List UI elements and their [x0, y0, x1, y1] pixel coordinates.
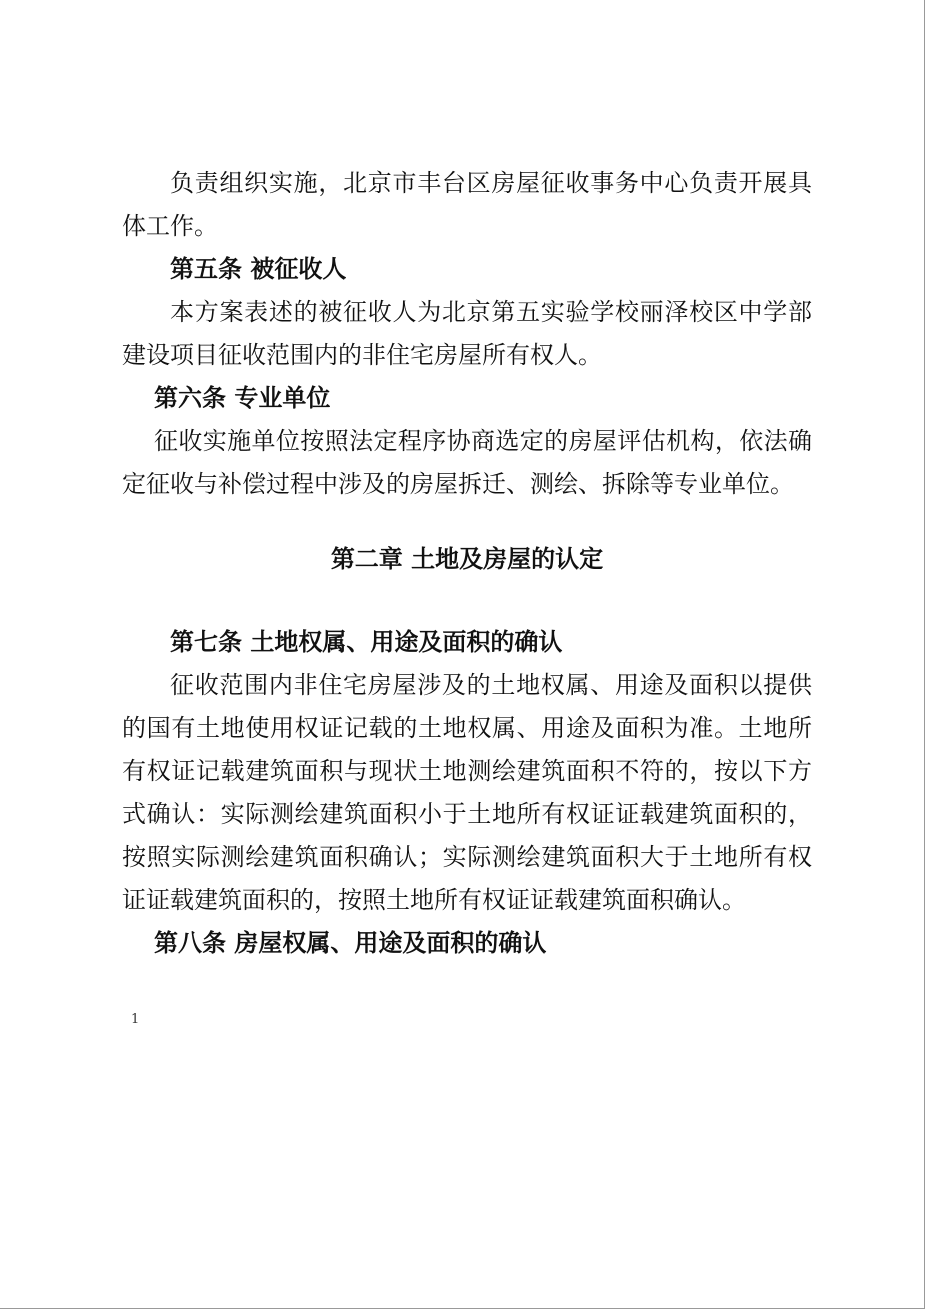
chapter-2-heading: 第二章 土地及房屋的认定 [330, 545, 604, 573]
article-5-heading: 第五条 被征收人 [170, 255, 347, 283]
article-6-body: 征收实施单位按照法定程序协商选定的房屋评估机构，依法确定征收与补偿过程中涉及的房屋拆迁、测绘、拆除等专业单位。 [122, 427, 812, 498]
article-8-heading: 第八条 房屋权属、用途及面积的确认 [154, 929, 547, 957]
article-6-heading: 第六条 专业单位 [154, 384, 331, 412]
article-5-body: 本方案表述的被征收人为北京第五实验学校丽泽校区中学部建设项目征收范围内的非住宅房屋所有权人。 [122, 298, 812, 369]
paragraph-continuation: 负责组织实施，北京市丰台区房屋征收事务中心负责开展具体工作。 [122, 169, 812, 240]
article-7-body: 征收范围内非住宅房屋涉及的土地权属、用途及面积以提供的国有土地使用权证记载的土地权属、用途及面积为准。土地所有权证记载建筑面积与现状土地测绘建筑面积不符的，按以下方式确认：实际测绘建筑面积小于土地所有权证证载建筑面积的，按照实际测绘建筑面积确认；实际测绘建筑面积大于土地所有权证证载建筑面积的，按照土地所有权证证载建筑面积确认。 [122, 671, 812, 914]
document-body [122, 162, 812, 965]
article-7-heading: 第七条 土地权属、用途及面积的确认 [170, 628, 563, 656]
page-number: 1 [131, 1012, 140, 1027]
